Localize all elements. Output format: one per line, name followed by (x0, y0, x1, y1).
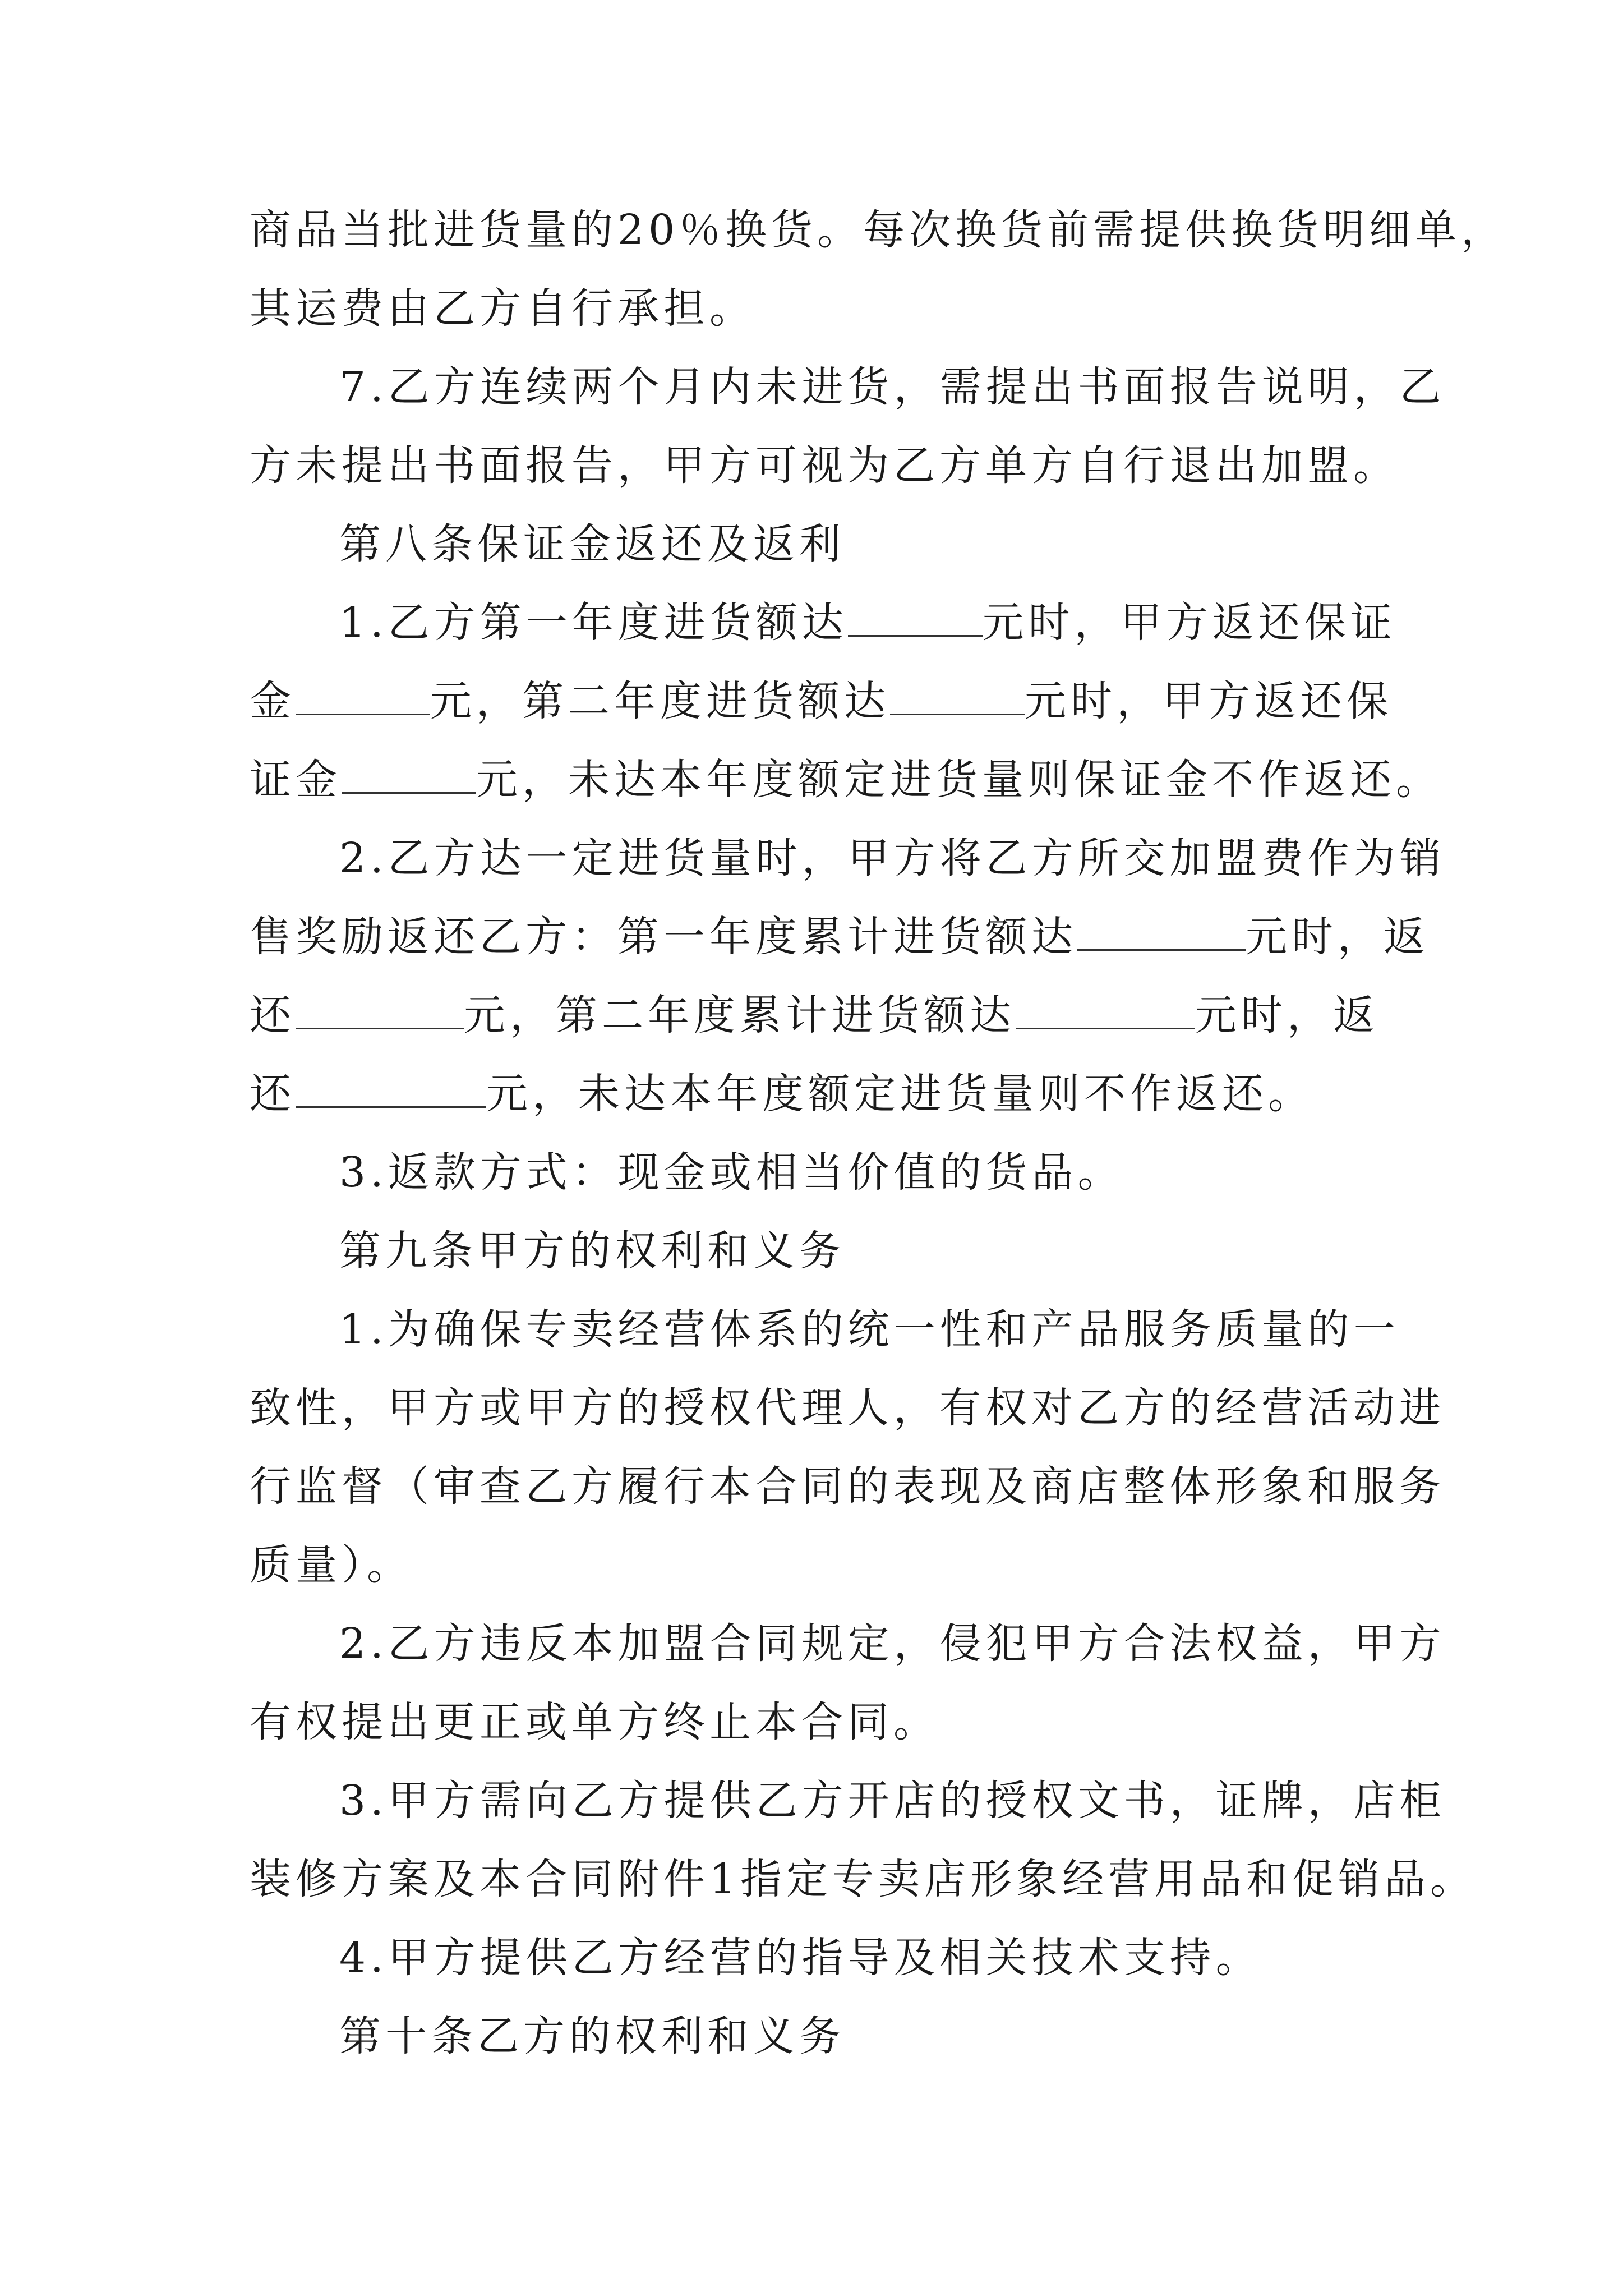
line-text: 质量）。 (250, 1541, 413, 1589)
fill-blank (848, 596, 983, 637)
section-heading (339, 2008, 1623, 2064)
text-line (250, 1851, 1623, 1907)
text-line (250, 1458, 1623, 1515)
line-text: 金 (250, 677, 296, 725)
text-line (339, 830, 1623, 886)
line-text: 元，未达本年度额定进货量则不作返还。 (486, 1070, 1314, 1118)
text-line (250, 987, 1623, 1043)
line-text: 元时，甲方返还保 (1025, 677, 1393, 725)
line-text: 装修方案及本合同附件1指定专卖店形象经营用品和促销品。 (250, 1855, 1477, 1903)
text-line (339, 1773, 1623, 1829)
text-line (250, 438, 1623, 494)
line-text: 有权提出更正或单方终止本合同。 (250, 1698, 939, 1746)
text-line (339, 1301, 1623, 1358)
section-heading (339, 1223, 1623, 1279)
line-text: 售奖励返还乙方：第一年度累计进货额达 (250, 913, 1077, 961)
line-text: 2.乙方达一定进货量时，甲方将乙方所交加盟费作为销 (339, 834, 1446, 882)
line-text: 1.乙方第一年度进货额达 (339, 599, 848, 647)
line-text: 3.返款方式：现金或相当价值的货品。 (339, 1148, 1124, 1197)
line-text: 行监督（审查乙方履行本合同的表现及商店整体形象和服务 (250, 1462, 1445, 1511)
heading-text: 第九条甲方的权利和义务 (339, 1227, 845, 1275)
text-line (250, 1066, 1623, 1122)
fill-blank (890, 674, 1025, 715)
line-text: 3.甲方需向乙方提供乙方开店的授权文书，证牌，店柜 (339, 1777, 1446, 1825)
line-text: 7.乙方连续两个月内未进货，需提出书面报告说明，乙 (339, 363, 1446, 411)
line-text: 元时，甲方返还保证 (982, 599, 1396, 647)
text-line (339, 1616, 1623, 1672)
text-line (250, 202, 1623, 258)
line-text: 1.为确保专卖经营体系的统一性和产品服务质量的一 (339, 1305, 1400, 1354)
line-text: 还 (250, 1070, 296, 1118)
line-text: 元，未达本年度额定进货量则保证金不作返还。 (476, 756, 1442, 804)
line-text: 元，第二年度进货额达 (430, 677, 890, 725)
heading-text: 第十条乙方的权利和义务 (339, 2012, 845, 2060)
fill-blank (296, 674, 430, 715)
line-text: 致性，甲方或甲方的授权代理人，有权对乙方的经营活动进 (250, 1384, 1445, 1432)
line-text: 元，第二年度累计进货额达 (464, 991, 1016, 1039)
line-text: 元时，返 (1195, 991, 1379, 1039)
text-line (339, 1930, 1623, 1986)
text-line (250, 1380, 1623, 1436)
line-text: 元时，返 (1246, 913, 1430, 961)
line-text: 2.乙方违反本加盟合同规定，侵犯甲方合法权益，甲方 (339, 1619, 1446, 1668)
fill-blank (1077, 910, 1246, 951)
text-line (339, 359, 1623, 415)
fill-blank (1016, 988, 1195, 1029)
line-text: 4.甲方提供乙方经营的指导及相关技术支持。 (339, 1934, 1262, 1982)
text-line (250, 1694, 1623, 1750)
fill-blank (296, 988, 464, 1029)
section-heading (339, 516, 1623, 572)
line-text: 商品当批进货量的20％换货。每次换货前需提供换货明细单， (250, 206, 1507, 254)
text-line (250, 909, 1623, 965)
text-line (339, 1144, 1623, 1200)
text-line (250, 280, 1623, 337)
text-line (250, 752, 1623, 808)
heading-text: 第八条保证金返还及返利 (339, 520, 845, 568)
text-line (339, 595, 1623, 651)
text-line (250, 673, 1623, 729)
line-text: 还 (250, 991, 296, 1039)
line-text: 其运费由乙方自行承担。 (250, 284, 755, 333)
fill-blank (342, 753, 476, 794)
text-line (250, 1537, 1623, 1593)
line-text: 方未提出书面报告，甲方可视为乙方单方自行退出加盟。 (250, 441, 1399, 490)
line-text: 证金 (250, 756, 342, 804)
fill-blank (296, 1067, 486, 1108)
